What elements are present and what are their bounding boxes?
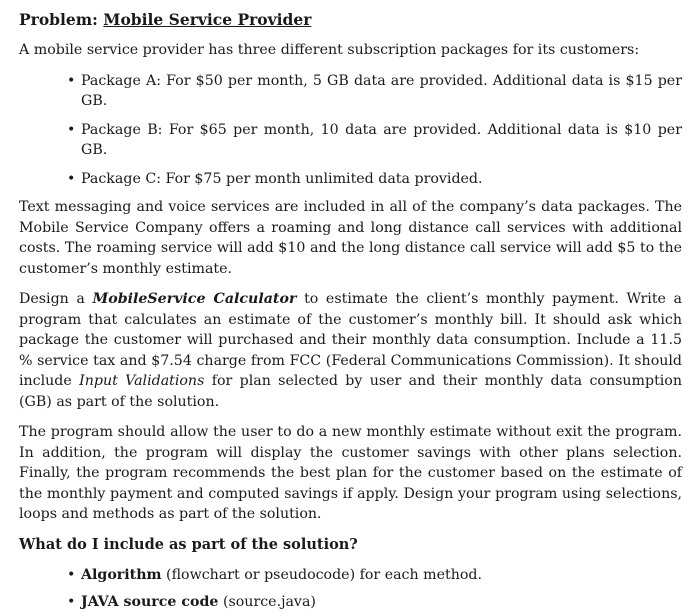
intro-text: A mobile service provider has three different subscription packages for its customers: [19, 42, 640, 58]
package-c-item: • Package C: For $75 per month unlimited data provided. [67, 169, 682, 190]
solution-heading: What do I include as part of the solution? [19, 535, 358, 553]
package-a-item: • Package A: For $50 per month, 5 GB data are provided. Additional data is $15 per GB. [67, 71, 682, 112]
package-b-item: • Package B: For $65 per month, 10 data are provided. Additional data is $10 per GB. [67, 120, 682, 161]
program-paragraph: The program should allow the user to do a new monthly estimate without exit the program. In addition, the program will display the customer savings with other plans selection. Finally, the program recommends the best plan for the customer based on the estimate of the monthly payment and computed savings if apply. Design your program using selections, loops and methods as part of the solution. [19, 424, 682, 522]
solution-item-bold: JAVA source code [81, 593, 219, 610]
solution-item-java [67, 592, 682, 613]
solution-item-algorithm [67, 565, 682, 586]
title-prefix: Problem: [19, 10, 104, 29]
design-paragraph [19, 289, 682, 412]
input-validations-term: Input Validations [79, 373, 205, 389]
solution-item-rest: (flowchart or pseudocode) for each method. [161, 567, 482, 583]
package-list [19, 71, 682, 190]
solution-item-rest: (source.java) [218, 593, 316, 610]
design-text-1: Design a [19, 291, 93, 307]
solution-item-bold: Algorithm [81, 567, 162, 583]
design-text-2: to estimate the client’s monthly payment. Write a program that calculates an estimate of the customer’s monthly bill. It should ask which package the customer will purchased and their monthly data consumption. Include a 11.5 % service tax and $7.54 charge from FCC (Federal Communications Commission). It should include [19, 291, 683, 389]
title-name: Mobile Service Provider [103, 10, 312, 29]
solution-list [19, 565, 682, 612]
problem-title [19, 10, 682, 30]
services-paragraph: Text messaging and voice services are included in all of the company’s data packages. The Mobile Service Company offers a roaming and long distance call services with additional costs. The roaming service will add $10 and the long distance call service will add $5 to the customer’s monthly estimate. [19, 199, 682, 277]
calculator-name: MobileService Calculator [92, 291, 297, 307]
design-text-3: for plan selected by user and their monthly data consumption (GB) as part of the solution. [19, 373, 682, 410]
